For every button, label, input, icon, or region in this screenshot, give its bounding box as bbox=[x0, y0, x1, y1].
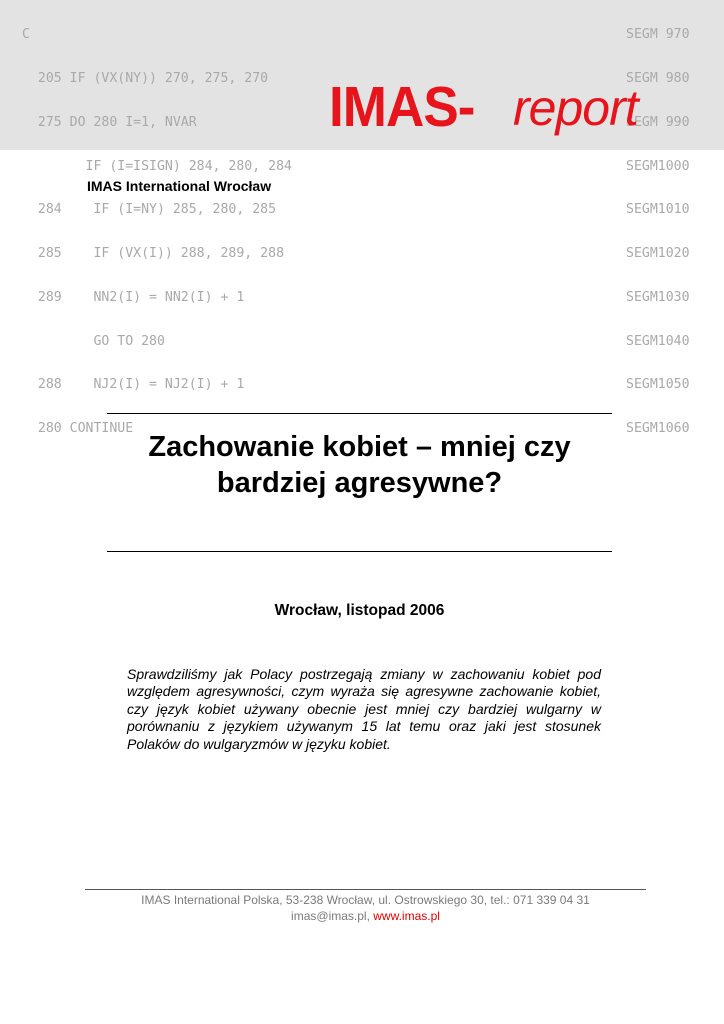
code-line: SEGM1020 bbox=[626, 246, 690, 262]
title-line-1: Zachowanie kobiet – mniej czy bbox=[148, 431, 571, 463]
code-line: SEGM1010 bbox=[626, 202, 690, 218]
title-line-2: bardziej agresywne? bbox=[216, 467, 503, 499]
banner-code-right bbox=[626, 0, 690, 466]
abstract-paragraph: Sprawdziliśmy jak Polacy postrzegają zmiany w zachowaniu kobiet pod względem agresywności, czym wyraża się agresywne zachowanie kobiet, czy język kobiet używany obecnie jest mniej czy bardziej wulgarny w porównaniu z językiem używanym 15 lat temu oraz jaki jest stosunek Polaków do wulgaryzmów w języku kobiet. bbox=[127, 666, 601, 752]
code-line: 280 CONTINUE bbox=[22, 421, 134, 437]
code-line: SEGM 990 bbox=[626, 114, 690, 130]
code-line: SEGM1050 bbox=[626, 377, 690, 393]
code-line: 205 IF (VX(NY)) 270, 275, 270 bbox=[22, 70, 269, 86]
code-line: SEGM1030 bbox=[626, 289, 690, 305]
code-line: SEGM1060 bbox=[626, 421, 690, 437]
footer-email: imas@imas.pl, bbox=[291, 908, 370, 923]
code-line: 275 DO 280 I=1, NVAR bbox=[22, 114, 197, 130]
code-line: 288 NJ2(I) = NJ2(I) + 1 bbox=[22, 377, 245, 393]
title-top-rule bbox=[107, 413, 612, 414]
code-line: C bbox=[22, 27, 30, 43]
code-line: 285 IF (VX(I)) 288, 289, 288 bbox=[22, 246, 285, 262]
report-title bbox=[107, 429, 612, 501]
code-line: SEGM1040 bbox=[626, 333, 690, 349]
imas-report-logo bbox=[329, 75, 638, 139]
footer bbox=[85, 893, 646, 924]
code-line: 284 IF (I=NY) 285, 280, 285 bbox=[22, 202, 277, 218]
date-line: Wrocław, listopad 2006 bbox=[274, 602, 445, 619]
footer-rule bbox=[85, 889, 646, 890]
code-line: GO TO 280 bbox=[22, 333, 165, 349]
code-line: IF (I=ISIGN) 284, 280, 284 bbox=[22, 158, 292, 174]
organization-name: IMAS International Wrocław bbox=[87, 178, 272, 194]
code-line: SEGM 970 bbox=[626, 27, 690, 43]
code-line: SEGM1000 bbox=[626, 158, 690, 174]
footer-contact bbox=[85, 909, 646, 925]
code-line: 289 NN2(I) = NN2(I) + 1 bbox=[22, 289, 245, 305]
code-line: SEGM 980 bbox=[626, 70, 690, 86]
banner-code-left bbox=[22, 0, 292, 466]
footer-website-link[interactable]: www.imas.pl bbox=[373, 908, 440, 923]
logo-imas-text: IMAS- bbox=[329, 75, 475, 139]
footer-address: IMAS International Polska, 53-238 Wrocław, ul. Ostrowskiego 30, tel.: 071 339 04 31 bbox=[141, 893, 590, 907]
title-bottom-rule bbox=[107, 551, 612, 552]
logo-report-text: report bbox=[513, 80, 638, 136]
